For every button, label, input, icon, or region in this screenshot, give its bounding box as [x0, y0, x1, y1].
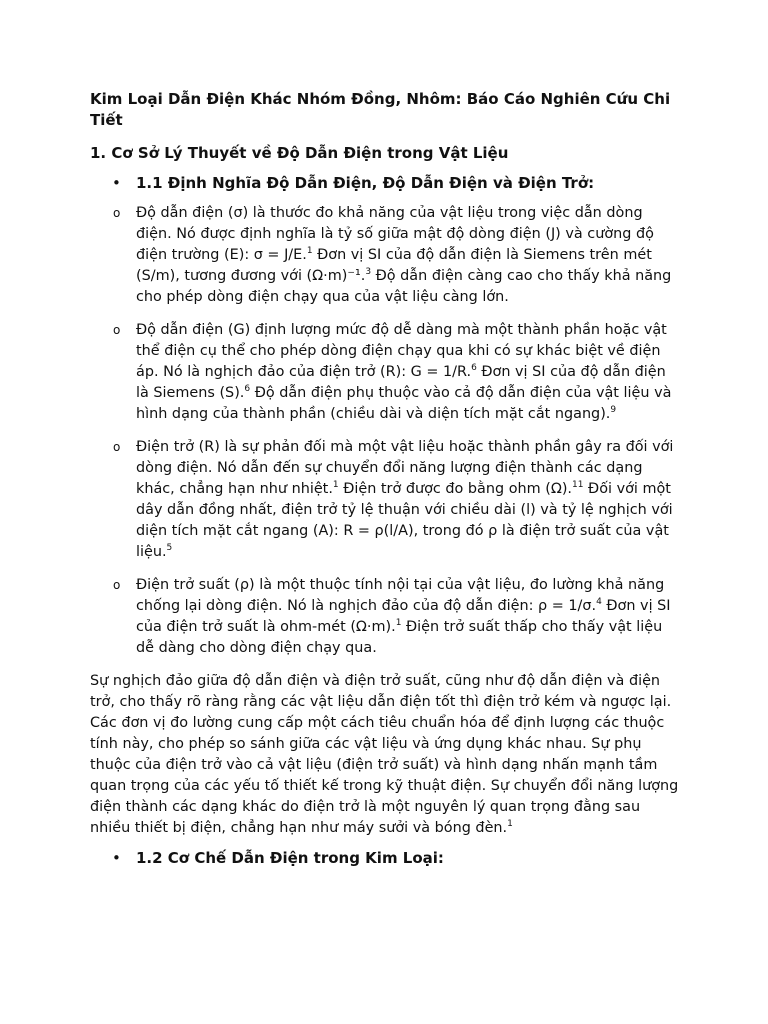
footnote-ref: 1	[507, 819, 513, 830]
footnote-ref: 4	[596, 597, 602, 608]
list-item-text: Điện trở suất thấp cho thấy vật liệu dễ dàng cho dòng điện chạy qua.	[136, 619, 663, 656]
list-item	[90, 437, 682, 563]
footnote-ref: 3	[365, 267, 372, 278]
bullet-icon: •	[112, 174, 121, 192]
definitions-list	[90, 203, 682, 659]
list-item-text: Độ dẫn điện (G) định lượng mức độ dễ dàng mà một thành phần hoặc vật thể điện cụ thể cho phép dòng điện chạy qua khi có sự khác biệt về điện áp. Nó là nghịch đảo của điện trở (R): G = 1/R.	[136, 322, 667, 380]
circle-bullet-icon: o	[113, 206, 121, 220]
list-item	[90, 203, 682, 308]
footnote-ref: 6	[471, 363, 477, 374]
list-item-text: Đơn vị SI của độ dẫn điện là Siemens trên mét (S/m), tương đương với (Ω·m)⁻¹.	[136, 247, 652, 284]
circle-bullet-icon: o	[113, 578, 121, 592]
footnote-ref: 1	[332, 480, 339, 491]
list-item-text: Độ dẫn điện (σ) là thước đo khả năng của vật liệu trong việc dẫn dòng điện. Nó được định nghĩa là tỷ số giữa mật độ dòng điện (J) và cường độ điện trường (E): σ = J/E.	[136, 205, 654, 263]
footnote-ref: 5	[166, 543, 173, 554]
footnote-ref: 1	[306, 246, 313, 257]
footnote-ref: 11	[572, 480, 584, 491]
list-item-text: Điện trở suất (ρ) là một thuộc tính nội tại của vật liệu, đo lường khả năng chống lại dòng điện. Nó là nghịch đảo của độ dẫn điện: ρ = 1/σ.	[136, 577, 665, 614]
footnote-ref: 6	[244, 384, 251, 395]
list-item-text: Độ dẫn điện càng cao cho thấy khả năng cho phép dòng điện chạy qua của vật liệu càng lớn.	[136, 268, 672, 305]
footnote-ref: 9	[610, 405, 617, 416]
paragraph-text: Sự nghịch đảo giữa độ dẫn điện và điện trở suất, cũng như độ dẫn điện và điện trở, cho thấy rõ ràng rằng các vật liệu dẫn điện tốt thì điện trở kém và ngược lại. Các đơn vị đo lường cung cấp một cách tiêu chuẩn hóa để định lượng các thuộc tính này, cho phép so sánh giữa các vật liệu và ứng dụng khác nhau. Sự phụ thuộc của điện trở vào cả vật liệu (điện trở suất) và hình dạng nhấn mạnh tầm quan trọng của các yếu tố thiết kế trong kỹ thuật điện. Sự chuyển đổi năng lượng điện thành các dạng khác do điện trở là một nguyên lý quan trọng đằng sau nhiều thiết bị điện, chẳng hạn như máy sưởi và bóng đèn.	[90, 673, 679, 836]
subsection-1-1-title: 1.1 Định Nghĩa Độ Dẫn Điện, Độ Dẫn Điện và Điện Trở:	[136, 174, 595, 192]
subsection-1-2-title: 1.2 Cơ Chế Dẫn Điện trong Kim Loại:	[136, 849, 444, 867]
list-item-text: Đối với một dây dẫn đồng nhất, điện trở tỷ lệ thuận với chiều dài (l) và tỷ lệ nghịch với diện tích mặt cắt ngang (A): R = ρ(l/A), trong đó ρ là điện trở suất của vật liệu.	[136, 481, 673, 560]
list-item-text: Độ dẫn điện phụ thuộc vào cả độ dẫn điện của vật liệu và hình dạng của thành phần (chiều dài và diện tích mặt cắt ngang).	[136, 385, 672, 422]
circle-bullet-icon: o	[113, 440, 121, 454]
section-1-heading: 1. Cơ Sở Lý Thuyết về Độ Dẫn Điện trong Vật Liệu	[90, 144, 509, 162]
list-item-text: Đơn vị SI của độ dẫn điện là Siemens (S).	[136, 364, 666, 401]
list-item	[90, 575, 682, 659]
list-item-text: Điện trở được đo bằng ohm (Ω).	[338, 481, 573, 497]
list-item-text: Điện trở (R) là sự phản đối mà một vật liệu hoặc thành phần gây ra đối với dòng điện. Nó dẫn đến sự chuyển đổi năng lượng điện thành các dạng khác, chẳng hạn như nhiệt.	[136, 439, 674, 497]
subsection-1-1-heading	[90, 173, 682, 194]
subsection-1-2-heading	[90, 848, 682, 869]
list-item	[90, 320, 682, 425]
footnote-ref: 1	[395, 618, 402, 629]
document-title: Kim Loại Dẫn Điện Khác Nhóm Đồng, Nhôm: Báo Cáo Nghiên Cứu Chi Tiết	[90, 90, 671, 129]
bullet-icon: •	[112, 849, 121, 867]
list-item-text: Đơn vị SI của điện trở suất là ohm-mét (Ω·m).	[136, 598, 671, 635]
circle-bullet-icon: o	[113, 323, 121, 337]
body-paragraph	[90, 671, 682, 839]
